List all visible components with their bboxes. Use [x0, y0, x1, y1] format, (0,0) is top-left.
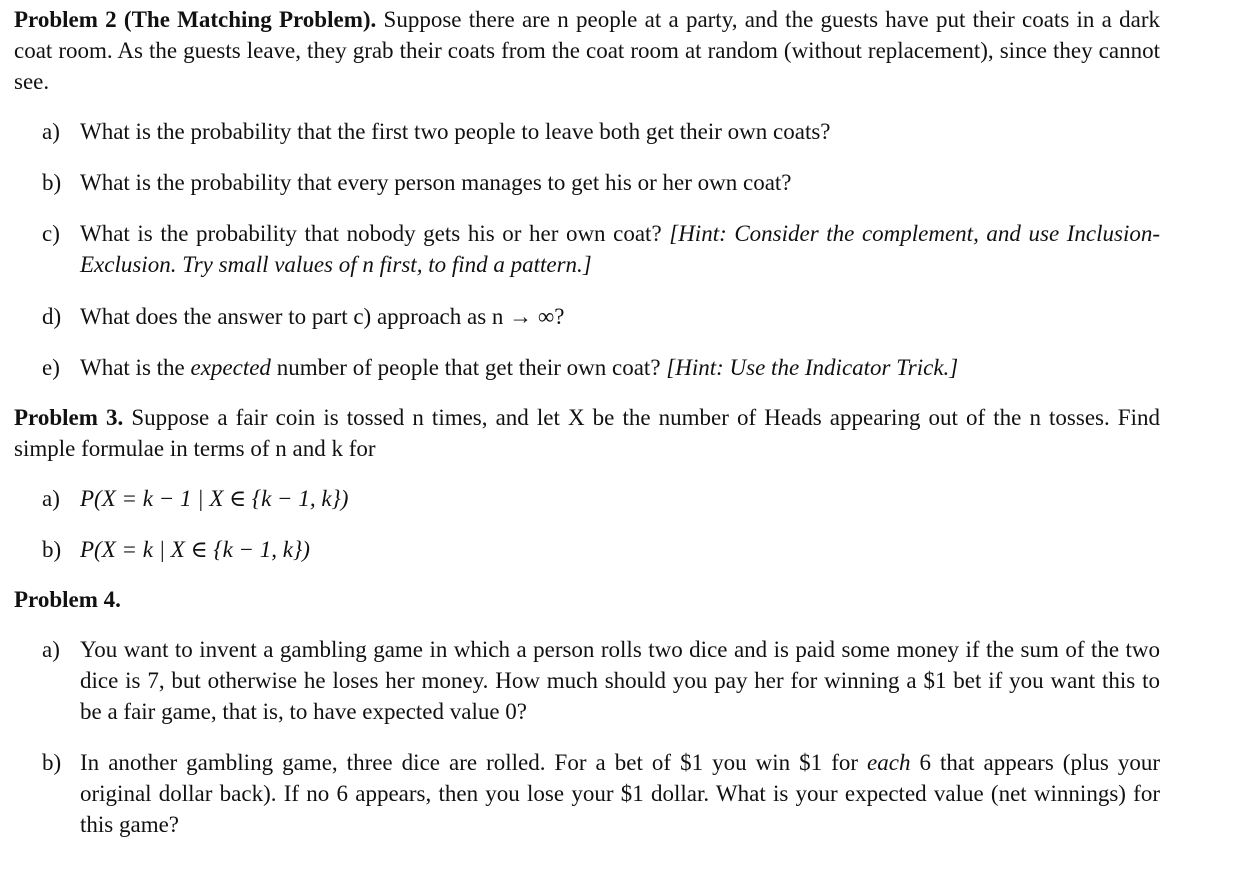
problem-2	[14, 4, 1160, 97]
part-text: You want to invent a gambling game in which a person rolls two dice and is paid some money if the sum of the two dice is 7, but otherwise he loses her money. How much should you pay her for winning a $1 bet if you want this to be a fair game, that is, to have expected value 0?	[80, 637, 1160, 724]
problem-3-part-a	[14, 483, 1160, 514]
part-label: e)	[42, 355, 60, 380]
part-label: d)	[42, 304, 62, 329]
problem-3-intro: Suppose a fair coin is tossed n times, and let X be the number of Heads appearing out of the n tosses. Find simple formulae in terms of n and k for	[14, 405, 1160, 461]
problem-2-parts	[14, 116, 1160, 383]
problem-sheet	[14, 4, 1160, 840]
part-emphasis: expected	[190, 355, 271, 380]
part-label: a)	[42, 637, 60, 662]
problem-3-parts	[14, 483, 1160, 565]
problem-2-intro: Suppose there are n people at a party, and the guests have put their coats in a dark coat room. As the guests leave, they grab their coats from the coat room at random (without replacement), since they cannot see.	[14, 7, 1161, 94]
part-text: 6 that appears (plus your original dollar back). If no 6 appears, then you lose your $1 dollar. What is your expected value (net winnings) for this game?	[80, 750, 1160, 837]
part-text: In another gambling game, three dice are rolled. For a bet of $1 you win $1 for	[80, 750, 868, 775]
part-formula: P(X = k − 1 | X ∈ {k − 1, k})	[80, 486, 349, 511]
part-text: What does the answer to part c) approach as n → ∞?	[80, 304, 565, 329]
problem-2-part-b	[14, 167, 1160, 198]
part-formula: P(X = k | X ∈ {k − 1, k})	[80, 537, 310, 562]
problem-4-part-a	[14, 634, 1160, 727]
problem-3	[14, 402, 1160, 464]
part-label: b)	[42, 170, 62, 195]
part-label: b)	[42, 537, 62, 562]
problem-2-part-c	[14, 218, 1160, 280]
problem-2-part-a	[14, 116, 1160, 147]
part-label: b)	[42, 750, 62, 775]
part-text: What is the probability that nobody gets his or her own coat?	[80, 221, 670, 246]
problem-2-part-d	[14, 301, 1160, 332]
problem-3-part-b	[14, 534, 1160, 565]
problem-2-part-e	[14, 352, 1160, 383]
part-hint: [Hint: Consider the complement, and use Inclusion-Exclusion. Try small values of n first, to find a pattern.]	[80, 221, 1160, 277]
part-hint: [Hint: Use the Indicator Trick.]	[666, 355, 959, 380]
problem-4	[14, 584, 1160, 615]
part-text: What is the probability that the first two people to leave both get their own coats?	[80, 119, 831, 144]
part-emphasis: each	[867, 750, 911, 775]
part-text: number of people that get their own coat?	[270, 355, 667, 380]
part-label: a)	[42, 486, 60, 511]
part-label: c)	[42, 221, 60, 246]
problem-2-title: Problem 2 (The Matching Problem).	[14, 7, 377, 32]
part-label: a)	[42, 119, 60, 144]
part-text: What is the probability that every person manages to get his or her own coat?	[80, 170, 792, 195]
problem-4-parts	[14, 634, 1160, 840]
problem-4-title: Problem 4.	[14, 587, 121, 612]
part-text: What is the	[80, 355, 191, 380]
problem-4-part-b	[14, 747, 1160, 840]
problem-3-title: Problem 3.	[14, 405, 124, 430]
